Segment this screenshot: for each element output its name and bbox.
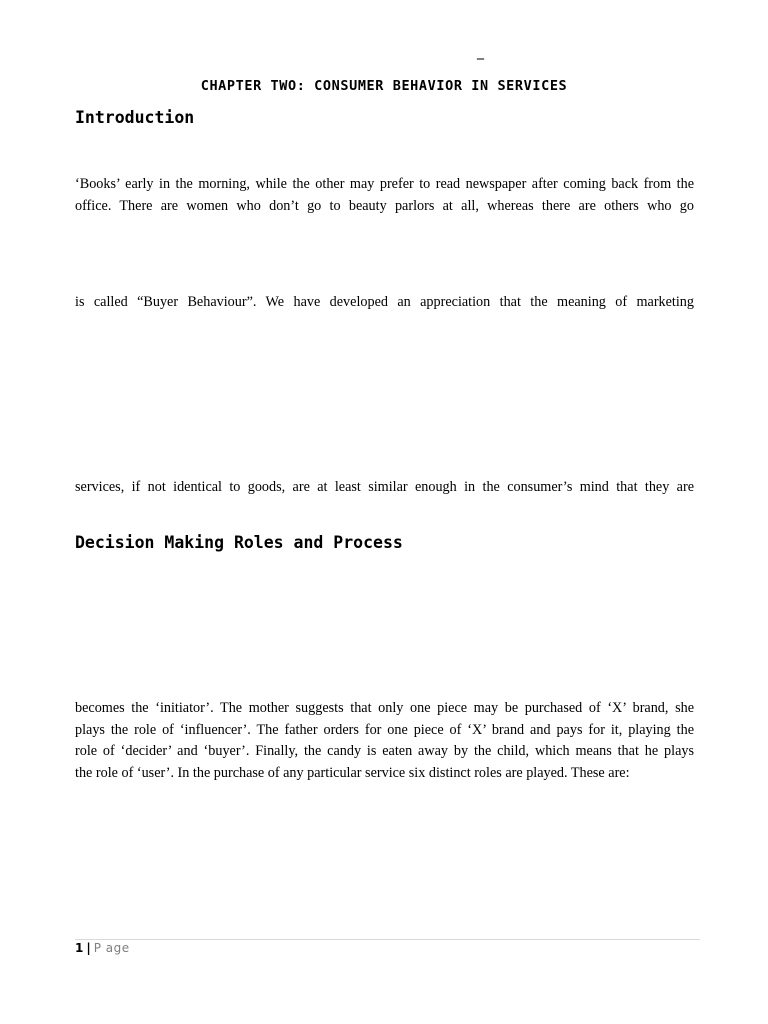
intro-paragraph-1 <box>75 174 694 217</box>
introduction-heading: Introduction <box>75 108 195 127</box>
page-footer <box>75 941 130 955</box>
page-label: P age <box>93 941 130 955</box>
intro-paragraph-2 <box>75 292 694 314</box>
text-line: plays the role of ‘influencer’. The father orders for one piece of ‘X’ brand and pays for it, playing the <box>75 721 694 738</box>
decision-paragraph-1 <box>75 698 694 785</box>
text-line: office. There are women who don’t go to beauty parlors at all, whereas there are others who go <box>75 197 694 214</box>
header-dash: _ <box>477 44 484 60</box>
intro-paragraph-3 <box>75 477 694 499</box>
page-number: 1 <box>75 941 84 955</box>
decision-making-heading: Decision Making Roles and Process <box>75 533 403 552</box>
text-line: ‘Books’ early in the morning, while the other may prefer to read newspaper after coming back from the <box>75 176 694 192</box>
footer-divider <box>75 939 700 940</box>
text-line: role of ‘decider’ and ‘buyer’. Finally, the candy is eaten away by the child, which means that he plays <box>75 743 694 760</box>
text-line: becomes the ‘initiator’. The mother suggests that only one piece may be purchased of ‘X’ brand, she <box>75 700 694 716</box>
text-line: is called “Buyer Behaviour”. We have developed an appreciation that the meaning of marketing <box>75 294 694 310</box>
text-line: the role of ‘user’. In the purchase of any particular service six distinct roles are played. These are: <box>75 765 630 782</box>
footer-separator: | <box>86 941 91 955</box>
chapter-title: CHAPTER TWO: CONSUMER BEHAVIOR IN SERVICES <box>200 78 568 94</box>
text-line: services, if not identical to goods, are at least similar enough in the consumer’s mind that they are <box>75 479 694 495</box>
